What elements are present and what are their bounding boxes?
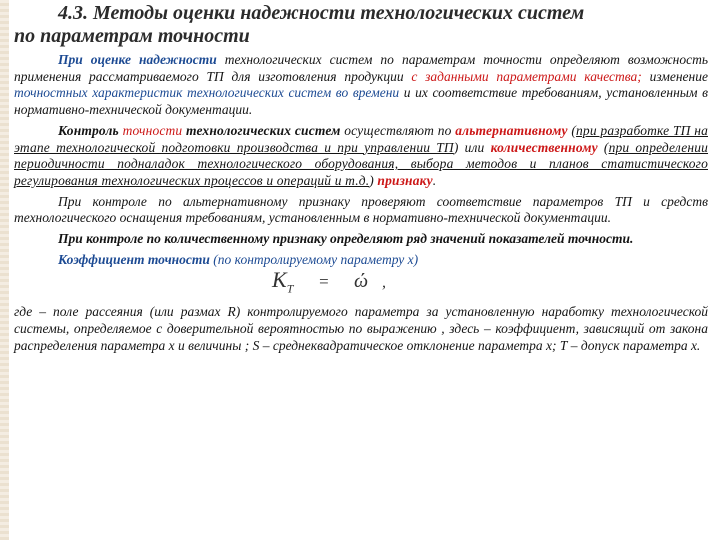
- text-fragment: ): [369, 172, 378, 188]
- formula-equals: =: [318, 272, 330, 292]
- underlined-alternative-case: при разработке ТП на этапе технологической подготовки производства и при управлении ТП: [14, 122, 708, 155]
- paragraph-definitions: где – поле рассеяния (или размах R) контролируемого параметра за установленную наработку технологической системы, определяемое с доверительной вероятностью по выражению , здесь – коэффициент, зависящий от закона распределения параметра х и величины ; S – среднеквадратическое отклонение параметра х; Т – допуск параметра х.: [14, 304, 708, 353]
- highlight-quality-params: с заданными параметрами качества;: [411, 68, 642, 84]
- term-coefficient: Коэффициент: [58, 251, 145, 267]
- text-fragment: (: [597, 139, 609, 155]
- slide-title-line2: по параметрам точности: [14, 25, 250, 47]
- decorative-side-strip: [0, 0, 9, 540]
- formula-rhs: ώ: [354, 270, 368, 293]
- formula-subscript: T: [286, 281, 294, 296]
- formula-k: K: [272, 267, 287, 293]
- text-fragment: и их соответствие требованиям, установленным в нормативно-технической документации.: [14, 85, 708, 118]
- term-quantitative: количественному: [490, 139, 598, 155]
- paragraph-alternative-control: При контроле по альтернативному признаку проверяют соответствие параметров ТП и средств технологического оснащения требованиям, установленным в нормативно-технической документации.: [14, 193, 708, 226]
- formula-comma: ,: [382, 274, 386, 292]
- text-fragment: (: [567, 122, 577, 138]
- slide-body: [14, 52, 708, 355]
- paragraph-quantitative-control: При контроле по количественному признаку определяют ряд значений показателей точности.: [58, 231, 634, 247]
- text-fragment: осуществляют по: [340, 122, 456, 138]
- term-control: Контроль: [58, 122, 119, 138]
- term-tech-systems: технологических систем: [186, 122, 341, 138]
- term-accuracy-2: точности: [147, 251, 210, 267]
- slide-title: [14, 2, 714, 48]
- text-fragment: технологических систем по параметрам точности определяют возможность применения рассматриваемого ТП для изготовления продукции: [14, 52, 709, 84]
- slide-title-line1: 4.3. Методы оценки надежности технологических систем: [58, 2, 585, 24]
- term-alternative: альтернативному: [455, 122, 568, 138]
- text-fragment: .: [432, 172, 437, 188]
- text-fragment: изменение: [641, 68, 708, 84]
- underlined-quantitative-case: при определении периодичности подналадок технологического оборудования, выбора методов и планов статистического регулирования технологических процессов и операций и т.д.: [14, 139, 709, 188]
- paragraph-assessment: [14, 52, 708, 119]
- term-assessment: При оценке надежности: [58, 52, 217, 67]
- highlight-accuracy-characteristics: точностных характеристик технологических систем во времени: [14, 85, 400, 101]
- term-attribute: признаку: [377, 172, 433, 188]
- paragraph-control: [14, 123, 708, 190]
- paragraph-accuracy-coefficient: [14, 252, 708, 269]
- formula: [14, 268, 708, 304]
- coefficient-note: (по контролируемому параметру х): [209, 251, 419, 267]
- formula-lhs: [272, 267, 294, 297]
- term-accuracy: точности: [122, 122, 183, 138]
- text-fragment: ) или: [453, 139, 491, 155]
